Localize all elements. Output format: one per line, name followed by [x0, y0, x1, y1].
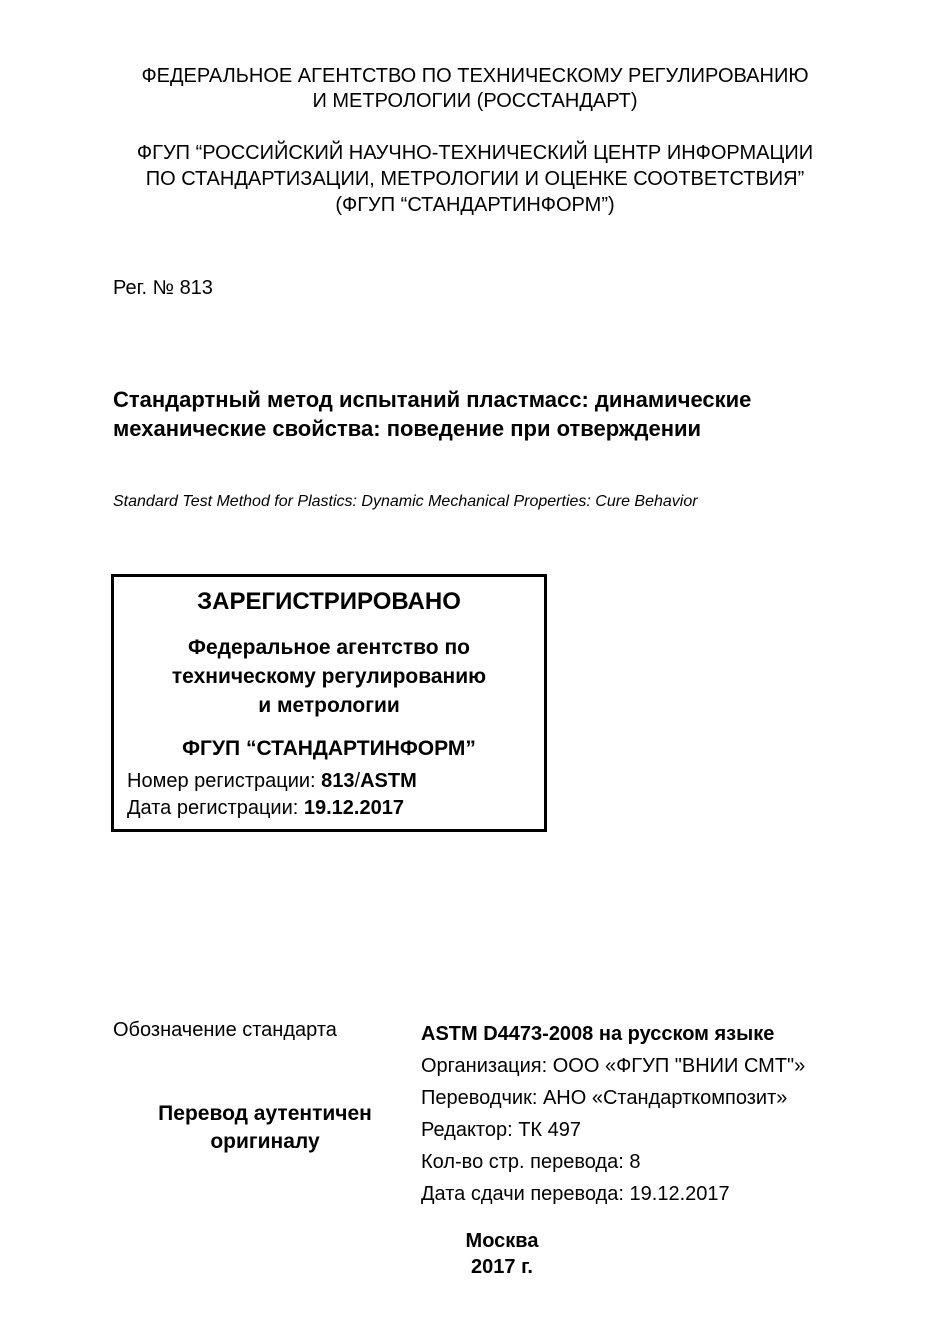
page-count-line: Кол-во стр. перевода: 8	[421, 1151, 641, 1173]
fgup-line-2: ПО СТАНДАРТИЗАЦИИ, МЕТРОЛОГИИ И ОЦЕНКЕ СООТВЕТСТВИЯ”	[145, 168, 805, 190]
agency-line-2: И МЕТРОЛОГИИ (РОССТАНДАРТ)	[312, 90, 638, 112]
registration-stamp	[111, 574, 547, 832]
city: Москва	[465, 1230, 539, 1252]
stamp-org-line-1: Федеральное агентство по	[188, 636, 470, 659]
document-title	[113, 385, 893, 443]
stamp-heading: ЗАРЕГИСТРИРОВАНО	[197, 588, 461, 615]
fgup-line-3: (ФГУП “СТАНДАРТИНФОРМ”)	[335, 194, 615, 216]
stamp-organization	[114, 633, 544, 720]
authentic-line-2: оригиналу	[210, 1130, 320, 1153]
translator-line: Переводчик: АНО «Стандарткомпозит»	[421, 1087, 788, 1109]
agency-header	[0, 64, 950, 114]
agency-line-1: ФЕДЕРАЛЬНОЕ АГЕНТСТВО ПО ТЕХНИЧЕСКОМУ РЕГУЛИРОВАНИЮ	[141, 65, 809, 87]
authenticity-note	[120, 1100, 410, 1156]
stamp-registration-number	[127, 769, 417, 794]
editor-line: Редактор: ТК 497	[421, 1119, 581, 1141]
fgup-line-1: ФГУП “РОССИЙСКИЙ НАУЧНО-ТЕХНИЧЕСКИЙ ЦЕНТР ИНФОРМАЦИИ	[136, 142, 814, 164]
organization-line: Организация: ООО «ФГУП "ВНИИ СМТ"»	[421, 1055, 806, 1077]
designation-label: Обозначение стандарта	[113, 1019, 337, 1041]
english-title: Standard Test Method for Plastics: Dynamic Mechanical Properties: Cure Behavior	[113, 493, 698, 510]
stamp-fgup: ФГУП “СТАНДАРТИНФОРМ”	[182, 737, 476, 760]
place-and-year	[402, 1228, 602, 1280]
authentic-line-1: Перевод аутентичен	[158, 1102, 372, 1125]
registration-number: Рег. № 813	[113, 277, 213, 299]
year: 2017 г.	[471, 1256, 533, 1278]
stamp-number-suffix: ASTM	[360, 770, 417, 792]
stamp-number-value: 813	[321, 770, 355, 792]
stamp-org-line-3: и метрологии	[258, 694, 400, 717]
stamp-date-label: Дата регистрации:	[127, 797, 304, 819]
title-line-2: механические свойства: поведение при отверждении	[113, 416, 702, 441]
standard-designation: ASTM D4473-2008 на русском языке	[421, 1023, 775, 1045]
stamp-date-value: 19.12.2017	[303, 797, 404, 819]
fgup-header	[0, 140, 950, 218]
stamp-number-separator: /	[354, 770, 361, 792]
translation-details	[421, 1018, 805, 1210]
stamp-org-line-2: техническому регулированию	[171, 665, 487, 688]
stamp-registration-date	[127, 796, 404, 821]
stamp-number-label: Номер регистрации:	[127, 770, 322, 792]
submission-date-line: Дата сдачи перевода: 19.12.2017	[421, 1183, 730, 1205]
title-line-1: Стандартный метод испытаний пластмасс: динамические	[113, 387, 752, 412]
